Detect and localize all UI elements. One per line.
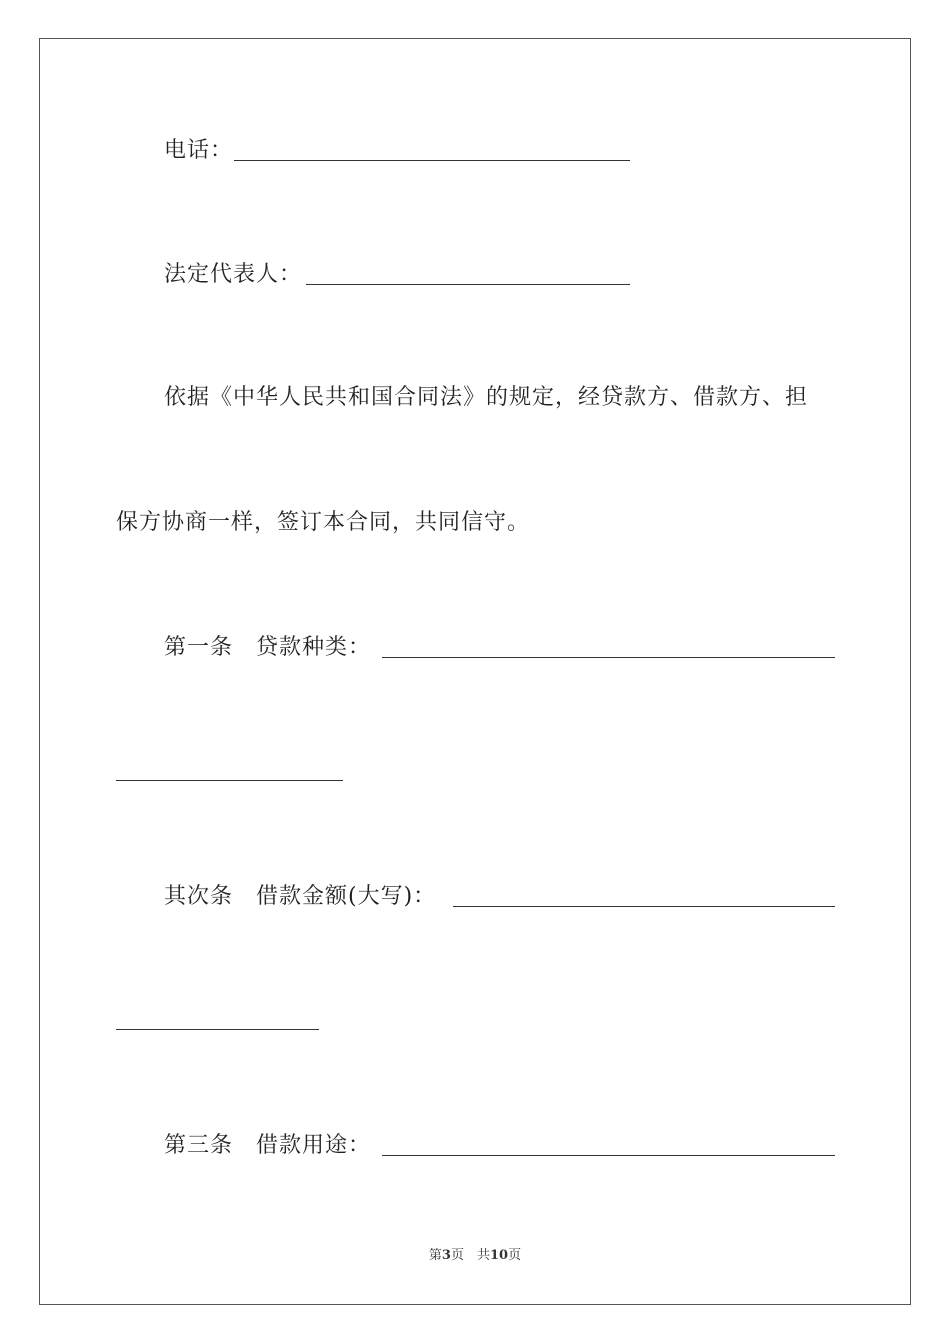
article-2-blank-line-cont[interactable]	[116, 1029, 319, 1030]
article-1-blank-line-cont[interactable]	[116, 780, 343, 781]
article-3-label: 第三条 借款用途：	[164, 1133, 372, 1158]
article-1-blank-line[interactable]	[382, 657, 835, 658]
article-2-blank-line[interactable]	[453, 906, 835, 907]
preamble-line-2: 保方协商一样，签订本合同，共同信守。	[116, 510, 531, 535]
footer-page-prefix: 第	[428, 1248, 442, 1263]
footer-page-mid: 页 共	[450, 1248, 490, 1263]
page-frame	[39, 38, 911, 1305]
article-3-blank-line[interactable]	[382, 1155, 835, 1156]
phone-blank-line[interactable]	[234, 160, 630, 161]
footer-page-number: 3	[441, 1248, 451, 1263]
article-2-label: 其次条 借款金额(大写)：	[164, 884, 437, 909]
footer-total-pages: 10	[489, 1248, 509, 1263]
legal-rep-label: 法定代表人：	[164, 262, 303, 287]
legal-rep-blank-line[interactable]	[306, 284, 630, 285]
phone-label: 电话：	[164, 138, 234, 163]
article-1-label: 第一条 贷款种类：	[164, 635, 372, 660]
page-footer	[0, 1246, 950, 1266]
preamble-line-1: 依据《中华人民共和国合同法》的规定，经贷款方、借款方、担	[164, 385, 809, 410]
footer-page-suffix: 页	[508, 1248, 522, 1263]
